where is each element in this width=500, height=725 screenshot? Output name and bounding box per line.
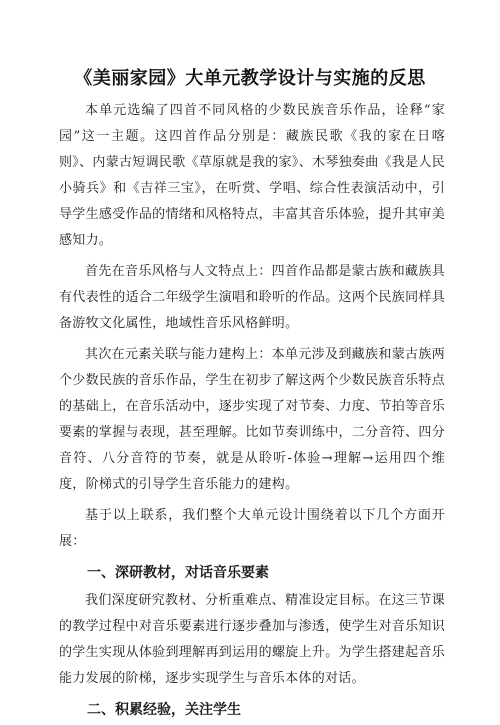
section-1-paragraph: 我们深度研究教材、分析重难点、精准设定目标。在这三节课的教学过程中对音乐要素进行逐步叠加与渗透，使学生对音乐知识的学生实现从体验到理解再到运用的螺旋上升。为学生搭建起音乐能力发展的阶梯，逐步实现学生与音乐本体的对话。	[59, 593, 445, 686]
paragraph-basis: 基于以上联系，我们整个大单元设计围绕着以下几个方面开展：	[59, 508, 445, 549]
paragraph-intro: 本单元选编了四首不同风格的少数民族音乐作品，诠释“家园”这一主题。这四首作品分别是：藏族民歌《我的家在日喀则》、内蒙古短调民歌《草原就是我的家》、木琴独奏曲《我是人民小骑兵》和《吉祥三宝》，在听赏、学唱、综合性表演活动中，引导学生感受作品的情绪和风格特点，丰富其音乐体验，提升其审美感知力。	[59, 103, 446, 248]
paragraph-style: 首先在音乐风格与人文特点上：四首作品都是蒙古族和藏族具有代表性的适合二年级学生演唱和聆听的作品。这两个民族同样具备游牧文化属性，地域性音乐风格鲜明。	[59, 264, 445, 331]
section-heading-1: 一、深研教材，对话音乐要素	[87, 565, 269, 581]
paragraph-elements: 其次在元素关联与能力建构上：本单元涉及到藏族和蒙古族两个少数民族的音乐作品，学生在初步了解这两个少数民族音乐特点的基础上，在音乐活动中，逐步实现了对节奏、力度、节拍等音乐要素的掌握与表现，甚至理解。比如节奏训练中，二分音符、四分音符、八分音符的节奏，就是从聆听-体验→理解→运用四个维度，阶梯式的引导学生音乐能力的建构。	[59, 347, 445, 492]
document-title: 《美丽家园》大单元教学设计与实施的反思	[74, 68, 426, 89]
section-heading-2: 二、积累经验，关注学生	[87, 702, 241, 718]
document-body	[59, 98, 445, 725]
